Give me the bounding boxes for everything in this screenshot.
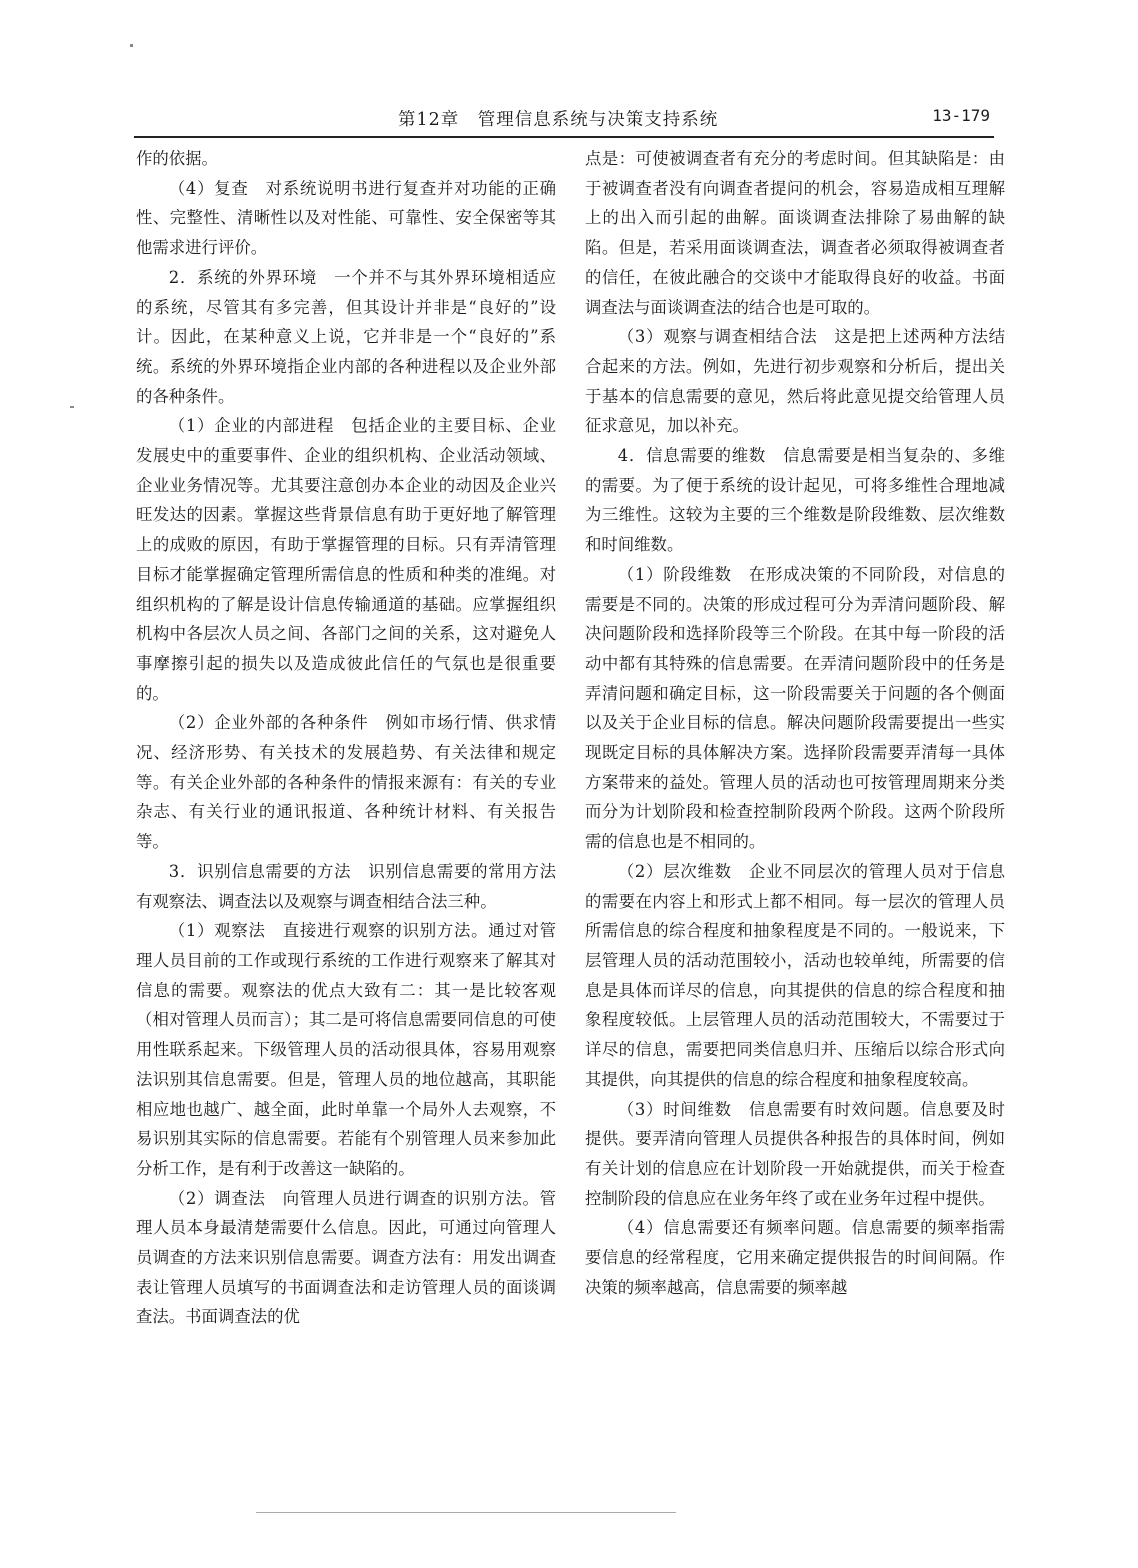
paragraph: 2．系统的外界环境 一个并不与其外界环境相适应的系统，尽管其有多完善，但其设计并非是“良好的”设计。因此，在某种意义上说，它并非是一个“良好的”系统。系统的外界环境指企业内部的各种进程以及企业外部的各种条件。 — [136, 267, 556, 406]
paragraph: （1）观察法 直接进行观察的识别方法。通过对管理人员目前的工作或现行系统的工作进行观察来了解其对信息的需要。观察法的优点大致有二：其一是比较客观（相对管理人员而言）；其二是可将信息需要同信息的可使用性联系起来。下级管理人员的活动很具体，容易用观察法识别其信息需要。但是，管理人员的地位越高，其职能相应地也越广、越全面，此时单靠一个局外人去观察，不易识别其实际的信息需要。若能有个别管理人员来参加此分析工作，是有利于改善这一缺陷的。 — [136, 921, 556, 1178]
paragraph: （3）时间维数 信息需要有时效问题。信息要及时提供。要弄清向管理人员提供各种报告的具体时间，例如有关计划的信息应在计划阶段一开始就提供，而关于检查控制阶段的信息应在业务年终了或在业务年过程中提供。 — [585, 1099, 1005, 1208]
paragraph: （3）观察与调查相结合法 这是把上述两种方法结合起来的方法。例如，先进行初步观察和分析后，提出关于基本的信息需要的意见，然后将此意见提交给管理人员征求意见，加以补充。 — [585, 327, 1005, 436]
paragraph: （2）层次维数 企业不同层次的管理人员对于信息的需要在内容上和形式上都不相同。每一层次的管理人员所需信息的综合程度和抽象程度是不同的。一般说来，下层管理人员的活动范围较小，活动也较单纯，所需要的信息是具体而详尽的信息，向其提供的信息的综合程度和抽象程度较低。上层管理人员的活动范围较大，不需要过于详尽的信息，需要把同类信息归并、压缩后以综合形式向其提供，向其提供的信息的综合程度和抽象程度较高。 — [585, 861, 1005, 1089]
paragraph: 4．信息需要的维数 信息需要是相当复杂的、多维的需要。为了便于系统的设计起见，可将多维性合理地减为三维性。这较为主要的三个维数是阶段维数、层次维数和时间维数。 — [585, 446, 1005, 555]
running-header — [134, 106, 994, 138]
paragraph: （1）企业的内部进程 包括企业的主要目标、企业发展史中的重要事件、企业的组织机构、企业活动领域、企业业务情况等。尤其要注意创办本企业的动因及企业兴旺发达的因素。掌握这些背景信息有助于更好地了解管理上的成败的原因，有助于掌握管理的目标。只有弄清管理目标才能掌握确定管理所需信息的性质和种类的准绳。对组织机构的了解是设计信息传输通道的基础。应掌握组织机构中各层次人员之间、各部门之间的关系，这对避免人事摩擦引起的损失以及造成彼此信任的气氛也是很重要的。 — [136, 416, 556, 703]
scan-speck — [70, 406, 74, 408]
paragraph: 作的依据。 — [136, 149, 218, 168]
scan-speck — [130, 44, 133, 47]
paragraph: （4）信息需要还有频率问题。信息需要的频率指需要信息的经常程度，它用来确定提供报告的时间间隔。作决策的频率越高，信息需要的频率越 — [585, 1218, 1005, 1297]
page-number: 13-179 — [932, 106, 990, 125]
right-column — [585, 144, 1005, 1302]
paragraph: （2）调查法 向管理人员进行调查的识别方法。管理人员本身最清楚需要什么信息。因此，可通过向管理人员调查的方法来识别信息需要。调查方法有：用发出调查表让管理人员填写的书面调查法和走访管理人员的面谈调查法。书面调查法的优 — [136, 1188, 556, 1327]
paragraph: 3．识别信息需要的方法 识别信息需要的常用方法有观察法、调查法以及观察与调查相结合法三种。 — [136, 861, 556, 911]
scan-line — [256, 1512, 676, 1513]
paragraph: （1）阶段维数 在形成决策的不同阶段，对信息的需要是不同的。决策的形成过程可分为弄清问题阶段、解决问题阶段和选择阶段等三个阶段。在其中每一阶段的活动中都有其特殊的信息需要。在弄清问题阶段中的任务是弄清问题和确定目标，这一阶段需要关于问题的各个侧面以及关于企业目标的信息。解决问题阶段需要提出一些实现既定目标的具体解决方案。选择阶段需要弄清每一具体方案带来的益处。管理人员的活动也可按管理周期来分类而分为计划阶段和检查控制阶段两个阶段。这两个阶段所需的信息也是不相同的。 — [585, 564, 1005, 852]
paragraph: （2）企业外部的各种条件 例如市场行情、供求情况、经济形势、有关技术的发展趋势、有关法律和规定等。有关企业外部的各种条件的情报来源有：有关的专业杂志、有关行业的通讯报道、各种统计材料、有关报告等。 — [136, 713, 556, 852]
left-column — [136, 144, 556, 1332]
chapter-title: 第12章 管理信息系统与决策支持系统 — [398, 110, 719, 130]
paragraph: 点是：可使被调查者有充分的考虑时间。但其缺陷是：由于被调查者没有向调查者提问的机会，容易造成相互理解上的出入而引起的曲解。面谈调查法排除了易曲解的缺陷。但是，若采用面谈调查法，调查者必须取得被调查者的信任，在彼此融合的交谈中才能取得良好的收益。书面调查法与面谈调查法的结合也是可取的。 — [585, 149, 1005, 317]
paragraph: （4）复查 对系统说明书进行复查并对功能的正确性、完整性、清晰性以及对性能、可靠性、安全保密等其他需求进行评价。 — [136, 178, 556, 258]
